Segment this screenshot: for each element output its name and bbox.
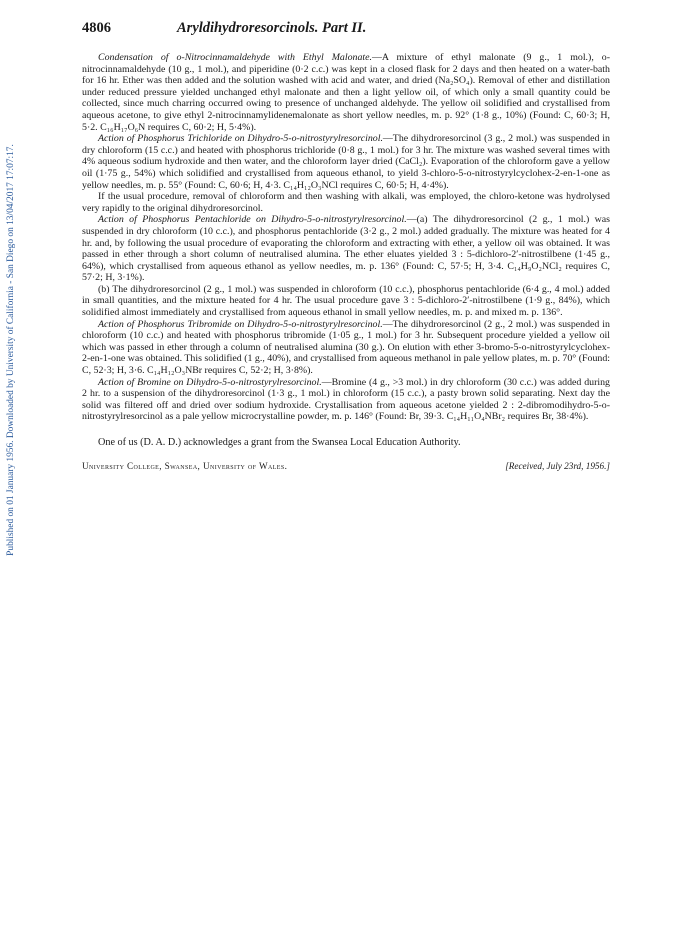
page-footer bbox=[82, 461, 610, 471]
paragraph-text: —Bromine (4 g., >3 mol.) in dry chloroform (30 c.c.) was added during 2 hr. to a suspension of the dihydroresorcinol (1·3 g., 1 mol.) in chloroform (15 c.c.), a pasty brown solid separating. Next day the solid was filtered off and dried over sodium hydroxide. Crystallisation from aqueous acetone yielded 2 : 2-dibromodihydro-5-o-nitrostyrylresorcinol as a pale yellow microcrystalline powder, m. p. 146° (Found: Br, 39·3. C₁₄H₁₁O₄NBr₂ requires Br, 38·4%). bbox=[82, 376, 610, 423]
paragraph-heading: Action of Phosphorus Tribromide on Dihydro-5-o-nitrostyrylresorcinol. bbox=[98, 318, 383, 330]
paragraph-text: —The dihydroresorcinol (3 g., 2 mol.) was suspended in dry chloroform (15 c.c.) and heated with phosphorus trichloride (0·8 g., 1 mol.) for 3 hr. The mixture was washed several times with 4% aqueous sodium hydroxide and then water, and the chloroform layer dried (CaCl₂). Evaporation of the chloroform gave a yellow oil (1·75 g., 54%) which solidified and crystallised from aqueous ethanol, to yield 3-chloro-5-o-nitrostyrylcyclohex-2-en-1-one as yellow needles, m. p. 55° (Found: C, 60·6; H, 4·3. C₁₄H₁₂O₃NCl requires C, 60·5; H, 4·4%). bbox=[82, 133, 610, 191]
paragraph-text: (b) The dihydroresorcinol (2 g., 1 mol.) was suspended in chloroform (10 c.c.), phosphorus pentachloride (6·4 g., 4 mol.) added in small quantities, and the mixture heated for 4 hr. The usual procedure gave 3 : 5-dichloro-2′-nitrostilbene (1·9 g., 84%), which solidified almost immediately and crystallised from aqueous ethanol in small yellow needles, m. p. and mixed m. p. 136°. bbox=[82, 283, 610, 319]
paragraph-text: —The dihydroresorcinol (2 g., 2 mol.) was suspended in chloroform (10 c.c.) and heated with phosphorus tribromide (1·05 g., 1 mol.) for 3 hr. Subsequent procedure yielded a yellow oil which was passed in ether through a column of neutralised alumina (30 g.). On elution with ether 3-bromo-5-o-nitrostyrylcyclohex-2-en-1-one was obtained. This solidified (1 g., 40%), and crystallised from aqueous methanol in pale yellow plates, m. p. 70° (Found: C, 52·3; H, 3·6. C₁₄H₁₂O₃NBr requires C, 52·2; H, 3·8%). bbox=[82, 318, 610, 377]
paragraph-text: —A mixture of ethyl malonate (9 g., 1 mol.), o-nitrocinnamaldehyde (10 g., 1 mol.), and piperidine (0·2 c.c.) was kept in a closed flask for 2 days and then heated on a water-bath for 16 hr. Ether was then added and the solution washed with acid and water, and dried (Na₂SO₄). Removal of ether and distillation under reduced pressure yielded unchanged ethyl malonate and then a light yellow oil, of which only a small quantity could be collected, since much charring occurred owing to presence of unchanged aldehyde. The yellow oil solidified and crystallised from aqueous acetone, to give ethyl 2-nitrocinnamylidenemalonate as short yellow needles, m. p. 92° (1·8 g., 10%) (Found: C, 60·3; H, 5·2. C₁₆H₁₇O₆N requires C, 60·2; H, 5·4%). bbox=[82, 52, 610, 133]
journal-page bbox=[82, 20, 610, 471]
page-number: 4806 bbox=[82, 20, 111, 36]
running-title: Aryldihydroresorcinols. Part II. bbox=[177, 20, 367, 36]
paragraph bbox=[82, 52, 610, 133]
received-date: [Received, July 23rd, 1956.] bbox=[505, 461, 610, 471]
side-note-text: Published on 01 January 1956. Downloaded by University of California - San Diego on 13/04/2017 17:07:17. bbox=[6, 144, 16, 556]
paragraph-heading: Action of Bromine on Dihydro-5-o-nitrostyrylresorcinol. bbox=[98, 376, 322, 388]
acknowledgement: One of us (D. A. D.) acknowledges a grant from the Swansea Local Education Authority. bbox=[98, 437, 461, 448]
body-text bbox=[82, 52, 610, 423]
paragraph-text: If the usual procedure, removal of chloroform and then washing with alkali, was employed, the chloro-ketone was hydrolysed very rapidly to the original dihydroresorcinol. bbox=[82, 191, 610, 214]
publication-side-note bbox=[0, 110, 22, 590]
paragraph bbox=[82, 377, 610, 423]
paragraph-heading: Action of Phosphorus Pentachloride on Dihydro-5-o-nitrostyrylresorcinol. bbox=[98, 214, 407, 226]
paragraph bbox=[82, 214, 610, 284]
paragraph bbox=[82, 191, 610, 214]
paragraph bbox=[82, 284, 610, 319]
affiliation: University College, Swansea, University of Wales. bbox=[82, 461, 288, 471]
paragraph bbox=[82, 319, 610, 377]
paragraph-heading: Action of Phosphorus Trichloride on Dihydro-5-o-nitrostyrylresorcinol. bbox=[98, 133, 383, 145]
page-header bbox=[82, 20, 610, 42]
paragraph-heading: Condensation of o-Nitrocinnamaldehyde with Ethyl Malonate. bbox=[98, 52, 373, 63]
paragraph bbox=[82, 133, 610, 191]
paragraph-text: —(a) The dihydroresorcinol (2 g., 1 mol.) was suspended in dry chloroform (10 c.c.), and phosphorus pentachloride (3·2 g., 2 mol.) added gradually. The mixture was heated for 4 hr. and, by following the usual procedure of evaporating the chloroform and extracting with ether, a yellow oil was obtained. It was passed in ether through a short column of neutralised alumina. The ether eluates yielded 3 : 5-dichloro-2′-nitrostilbene (1·45 g., 64%), which crystallised from aqueous ethanol as yellow needles, m. p. 136° (Found: C, 57·5; H, 3·4. C₁₄H₉O₂NCl₂ requires C, 57·2; H, 3·1%). bbox=[82, 214, 611, 284]
